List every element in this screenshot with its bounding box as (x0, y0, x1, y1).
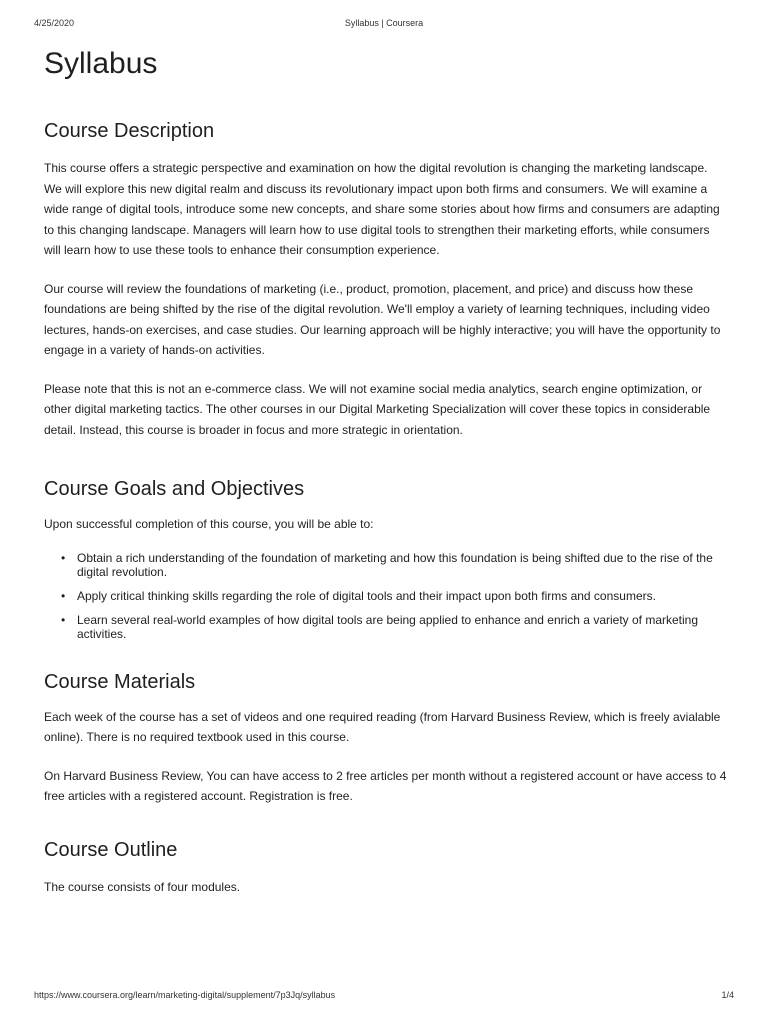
list-item-text: Learn several real-world examples of how digital tools are being applied to enhance and enrich a variety of marketing activities. (77, 612, 699, 641)
course-goals-list (44, 551, 728, 641)
course-materials-paragraph: On Harvard Business Review, You can have access to 2 free articles per month without a registered account or have access to 4 free articles with a registered account. Registration is free. (44, 768, 727, 803)
course-outline-heading: Course Outline (44, 838, 178, 861)
course-description-heading: Course Description (44, 120, 215, 142)
course-goals-section (44, 476, 728, 641)
list-item-text: Obtain a rich understanding of the foundation of marketing and how this foundation is being shifted due to the rise of the digital revolution. (77, 550, 713, 579)
print-date: 4/25/2020 (34, 18, 75, 28)
course-description-paragraph: This course offers a strategic perspective and examination on how the digital revolution is changing the marketing landscape. We will explore this new digital realm and discuss its revolutionary impact upon both firms and consumers. We will examine a wide range of digital tools, introduce some new concepts, and share some stories about how firms and consumers are adapting to this changing landscape. Managers will learn how to use digital tools to strengthen their marketing efforts, while consumers will learn how to use these tools to enhance their consumption experience. (44, 161, 720, 257)
bullet-icon: • (61, 588, 66, 603)
list-item (61, 612, 728, 641)
course-materials-heading: Course Materials (44, 670, 196, 693)
course-materials-paragraph: Each week of the course has a set of videos and one required reading (from Harvard Business Review, which is freely avialable online). There is no required textbook used in this course. (44, 709, 721, 744)
print-title: Syllabus | Coursera (344, 18, 424, 28)
list-item-text: Apply critical thinking skills regarding the role of digital tools and their impact upon both firms and consumers. (77, 588, 656, 603)
course-materials-section (44, 669, 728, 807)
bullet-icon: • (61, 612, 66, 627)
list-item (61, 550, 728, 579)
page-number: 1/4 (721, 990, 734, 1000)
list-item (61, 588, 728, 603)
course-outline-section (44, 837, 728, 898)
course-description-section (44, 118, 728, 440)
bullet-icon: • (61, 550, 66, 565)
print-footer (34, 990, 734, 1004)
print-url: https://www.coursera.org/learn/marketing-digital/supplement/7p3Jq/syllabus (34, 990, 336, 1000)
course-goals-intro: Upon successful completion of this course, you will be able to: (44, 517, 374, 531)
course-description-paragraph: Please note that this is not an e-commerce class. We will not examine social media analytics, search engine optimization, or other digital marketing tactics. The other courses in our Digital Marketing Specialization will cover these topics in considerable detail. Instead, this course is broader in focus and more strategic in orientation. (44, 381, 711, 437)
course-description-paragraph: Our course will review the foundations of marketing (i.e., product, promotion, placement, and price) and discuss how these foundations are being shifted by the rise of the digital revolution. We'll employ a variety of learning techniques, including video lectures, hands-on exercises, and case studies. Our learning approach will be highly interactive; you will have the opportunity to engage in a variety of hands-on activities. (44, 281, 721, 357)
course-outline-text: The course consists of four modules. (44, 879, 241, 894)
print-header (34, 18, 734, 32)
course-goals-heading: Course Goals and Objectives (44, 478, 305, 500)
page-title: Syllabus (44, 47, 158, 80)
syllabus-content (44, 40, 728, 897)
